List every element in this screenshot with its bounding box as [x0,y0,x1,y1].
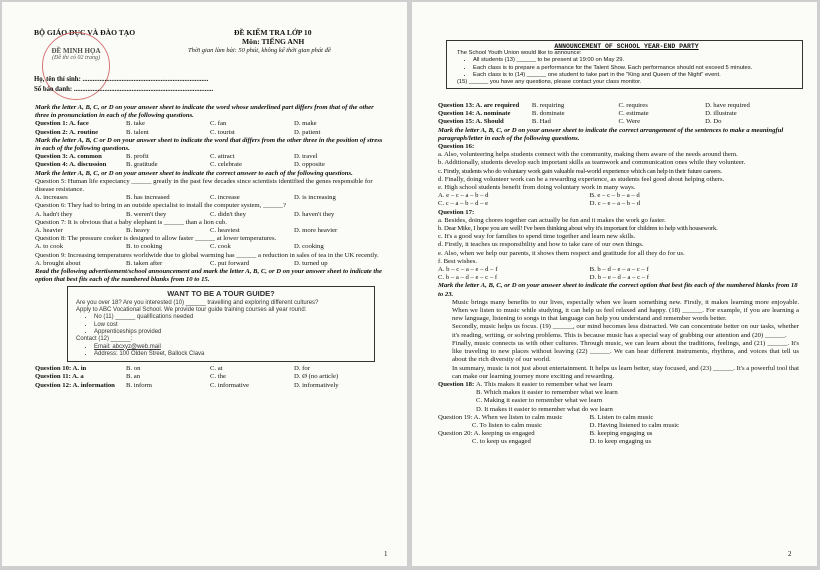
question-2: Question 2: A. routine B. talent C. tourist D. patient [35,128,321,136]
question-1: Question 1: A. face B. take C. fan D. make [35,120,317,128]
passage-paragraph-3: Finally, music connects us with other cultures. Through music, we can learn about the traditions, feelings, and (21) ______. It's like traveling to new places without leaving (22) ______. We can hear different instruments, rhythms, and voices that tell us about the rich diversity of our world. [452,339,799,364]
announcement-closing: (15) ______ you have any questions, please contact your class monitor. [457,79,642,86]
q17-sentence-c: c. It's a good way for families to spend time together and learn new skills. [438,233,636,241]
question-5-stem: Question 5: Human life expectancy ______ greatly in the past few decades since scientists identified the genes responsible for disease resistance. [35,177,373,194]
passage-paragraph-2: Secondly, music helps us focus. (19) ______, our mind becomes less distracted. We can concentrate better on our tasks, whether it's reading, writing, or solving problems. This is because music has a special way of grabbing our attention and (20) ______. [452,323,799,339]
instruction-reading: Read the following advertisement/school announcement and mark the letter A, B, C, or D on your answer sheet to indicate the option that best fits each of the numbered blanks from 10 to 15. [35,268,382,284]
q16-sentence-d: d. Finally, doing volunteer work can be a rewarding experience, as students feel good about helping others. [438,175,725,183]
q17-sentence-a: a. Besides, doing chores together can actually be fun and it makes the work go faster. [438,216,666,224]
question-3: Question 3: A. common B. profit C. attract D. travel [35,153,318,161]
question-11: Question 11: A. a B. an C. the D. Ø (no article) [35,373,339,381]
instruction-correct-answer: Mark the letter A, B, C, or D on your answer sheet to indicate the correct answer to each of the following questions. [35,169,353,177]
pages-note: (Đề thi có 02 trang) [52,55,100,61]
question-19: Question 19: A. When we listen to calm music B. Listen to calm music C. To listen to calm music D. Having listened to calm music [438,413,680,429]
question-10: Question 10: A. in B. on C. at D. for [35,365,310,373]
question-16-options: A. e – c – a – b – d B. e – c – b – a – d C. c – a – b – d – e D. c – e – a – b – d [438,192,641,208]
question-13: Question 13: A. are required B. requiring C. requires D. have required [438,102,750,109]
announcement-title: ANNOUNCEMENT OF SCHOOL YEAR-END PARTY [554,43,699,50]
school-party-announcement [446,40,803,89]
page2-content [438,102,799,447]
instruction-arrangement: Mark the letter A, B, C, or D on your answer sheet to indicate the correct arrangement of the sentences to make a meaningful paragraph/letter in each of the following questions. [438,126,784,142]
page-number: 2 [788,550,792,558]
announcement-bullets [457,57,796,79]
question-18: Question 18: A. This makes it easier to remember what we learn B. Which makes it easier to remember what we learn C. Making it easier to remember what we learn D. It makes it easier to remember what do we learn [438,381,799,414]
q16-sentence-a: a. Also, volunteering helps students connect with the community, making them aware of the needs around them. [438,151,738,159]
question-12: Question 12: A. information B. inform C. informative D. informatively [35,381,339,389]
question-4: Question 4: A. discussion B. gratitude C. celebrate D. opposite [35,161,325,169]
question-8-stem: Question 8: The pressure cooker is designed to allow faster ______ at lower temperatures. [35,235,277,243]
ad-contact: Contact (12) ______: [76,336,133,343]
question-6-options: A. hadn't they B. weren't they C. didn't they D. haven't they [35,210,335,218]
ad-line-2: Apply to ABC Vocational School. We provide tour guide training courses all year round: [76,307,307,314]
list-item: • Apprenticeships provided [94,329,366,336]
list-item: • Each class is to prepare a performance for the Talent Show. Each performance should not exceed 5 minutes. [473,65,796,72]
question-14: Question 14: A. nominate B. dominate C. estimate D. illustrate [438,110,737,118]
passage-paragraph-4: In summary, music is not just about entertainment. It helps us learn better, stay focused, and (23) ______. It's a powerful tool that can make our learning journey more exciting and rewarding. [452,364,799,380]
ad-line-1: Are you over 18? Are you interested (10) ______ travelling and exploring different cultures? [76,299,319,306]
q17-sentence-e: e. Also, when we help our parents, it shows them respect and gratitude for all they do for us. [438,249,685,257]
ad-bullets [76,314,366,336]
q18-option-a: A. This makes it easier to remember what we learn [476,380,613,388]
ministry-header: BỘ GIÁO DỤC VÀ ĐÀO TẠO [34,28,136,37]
ad-email: • Email: abcxyz@web.mail [94,344,366,351]
exam-title: ĐỀ KIỂM TRA LỚP 10 [234,28,312,37]
question-17-label: Question 17: [438,208,475,216]
page-number: 1 [384,550,388,558]
question-9-options: A. brought about B. taken after C. put forward D. turned up [35,259,328,267]
question-6-stem: Question 6: They had to bring in an outside specialist to install the computer system, ______? [35,202,286,210]
q18-option-b: B. Which makes it easier to remember what we learn [476,389,618,397]
instruction-pronunciation: Mark the letter A, B, C, or D on your answer sheet to indicate the word whose underlined part differs from that of the other three in pronunciation in each of the following questions. [35,104,374,120]
q18-option-c: C. Making it easier to remember what we learn [476,397,603,405]
passage-paragraph-1: Music brings many benefits to our lives, especially when we learn something new. Firstly, it makes learning more enjoyable. When we listen to music while studying, it can help us feel relaxed and happy. (18) ______. For example, if you are learning a new language, listening to songs in that language can help you understand and remember words better. [452,298,799,323]
official-label: ĐỀ MINH HỌA [51,47,101,55]
list-item: • All students (13) ______ to be present at 19:00 on May 29. [473,57,796,64]
subject-label: Môn: TIẾNG ANH [242,37,305,46]
time-note: Thời gian làm bài: 50 phút, không kể thời gian phát đề [188,47,331,54]
question-8-options: A. to cook B. to cooking C. cook D. cooking [35,243,324,251]
ad-address: • Address: 100 Olden Street, Ballock Clava [94,351,366,358]
instruction-stress: Mark the letter A, B, C or D on your answer sheet to indicate the word that differs from the other three in the position of stress in each of the following questions. [35,136,383,153]
candidate-name-field: Họ, tên thí sinh: .......................................................................... [34,76,209,83]
q17-sentence-b: b. Dear Mike, I hope you are well! I've been thinking about why it's important for children to help with housework. [438,225,718,233]
list-item: • No (11) ______ qualifications needed [94,314,366,321]
q17-sentence-d: d. Firstly, it teaches us responsibility and how to take care of our own things. [438,241,644,249]
question-5-options: A. increases B. has increased C. increase D. is increasing [35,194,336,202]
announcement-intro: The School Youth Union would like to announce: [457,50,582,57]
candidate-id-field: Số báo danh: .................................................................................. [34,86,214,93]
tour-guide-advertisement [67,286,375,362]
exam-page-1 [2,2,407,566]
question-20: Question 20: A. keeping us engaged B. keeping engaging us C. to keep us engaged D. to keep engaging us [438,430,653,446]
q16-sentence-c: c. Firstly, students who do voluntary work gain valuable real-world experience which can help in their future careers. [438,167,722,175]
question-15: Question 15: A. Should B. Had C. Were D. Do [438,118,722,126]
q17-sentence-f: f. Best wishes. [438,257,478,265]
exam-page-2 [412,2,817,566]
question-9-stem: Question 9: Increasing temperatures worldwide due to global warming has ______ a reduction in sales of tea in the UK recently. [35,251,379,259]
q16-sentence-e: e. High school students benefit from doing voluntary work in many ways. [438,184,636,192]
q16-sentence-b: b. Additionally, students develop such important skills as teamwork and communication ones while they volunteer. [438,159,746,167]
page1-content [35,104,385,390]
instruction-cloze: Mark the letter A, B, C, or D on your answer sheet to indicate the correct option that best fits each of the numbered blanks from 18 to 23. [438,282,798,298]
list-item: • Each class is to (14) ______ one student to take part in the "King and Queen of the Night" event. [473,72,796,79]
ad-title: WANT TO BE A TOUR GUIDE? [167,289,275,299]
question-7-options: A. heavier B. heavy C. heaviest D. more heavier [35,227,338,235]
q18-option-d: D. It makes it easier to remember what do we learn [476,405,613,413]
question-17-options: A. b – c – a – e – d – f B. b – d – e – a – c – f C. b – a – d – e – c – f D. b – e – d – a – c – f [438,266,650,282]
question-7-stem: Question 7: It is obvious that a baby elephant is ______ than a lion cub. [35,218,227,226]
question-16-label: Question 16: [438,143,475,151]
list-item: • Low cost [94,322,366,329]
ad-contact-list [76,344,366,359]
